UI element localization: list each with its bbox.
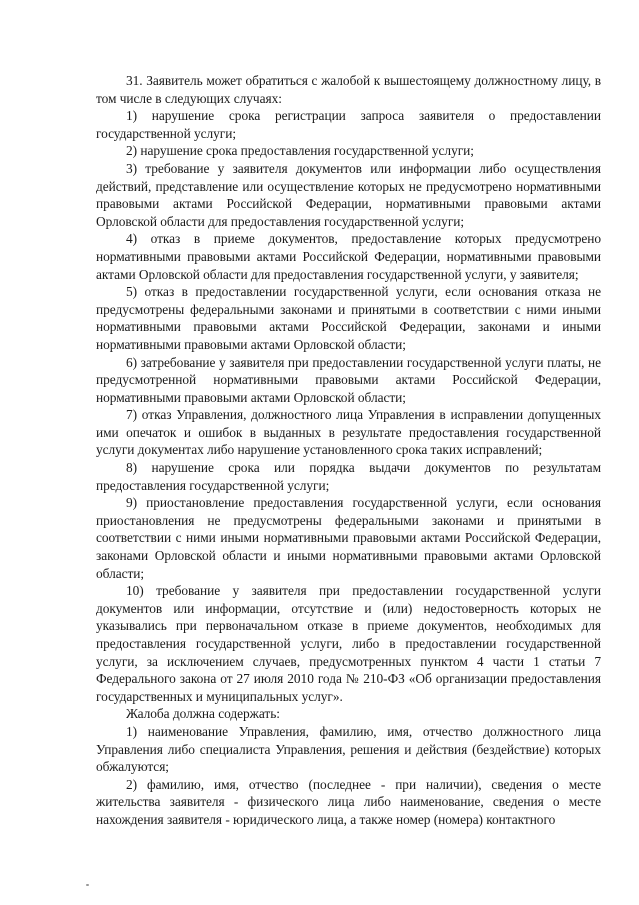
case-4: 4) отказ в приеме документов, предоставление которых предусмотрено нормативными правовыми актами Российской Федерации, нормативными правовыми актами Орловской области для предоставления государственной услуги, у заявителя; xyxy=(96,231,601,282)
contents-item-2: 2) фамилию, имя, отчество (последнее - при наличии), сведения о месте жительства заявителя - физического лица либо наименование, сведения о месте нахождения заявителя - юридического лица, а также номер (номера) контактного xyxy=(96,776,601,827)
case-2: 2) нарушение срока предоставления государственной услуги; xyxy=(126,143,474,159)
case-9: 9) приостановление предоставления государственной услуги, если основания приостановления не предусмотрены федеральными законами и принятыми в соответствии с ними иными нормативными правовыми актами Российской Федерации, законами Орловской области и иными нормативными правовыми актами Орловской области; xyxy=(96,495,601,581)
case-5: 5) отказ в предоставлении государственной услуги, если основания отказа не предусмотрены федеральными законами и принятыми в соответствии с ними иными нормативными правовыми актами Российской Федерации, законами и иными нормативными правовыми актами Орловской области; xyxy=(96,284,601,352)
case-8: 8) нарушение срока или порядка выдачи документов по результатам предоставления государственной услуги; xyxy=(96,460,601,493)
contents-item-1: 1) наименование Управления, фамилию, имя, отчество должностного лица Управления либо специалиста Управления, решения и действия (бездействие) которых обжалуются; xyxy=(96,723,601,775)
case-6: 6) затребование у заявителя при предоставлении государственной услуги платы, не предусмотренной нормативными правовыми актами Российской Федерации, нормативными правовыми актами Орловской области; xyxy=(96,354,601,405)
case-1: 1) нарушение срока регистрации запроса заявителя о предоставлении государственной услуги; xyxy=(96,108,601,141)
scan-speck xyxy=(86,884,89,886)
paragraph-31-intro: 31. Заявитель может обратиться с жалобой к вышестоящему должностному лицу, в том числе в следующих случаях: xyxy=(96,73,601,106)
case-7: 7) отказ Управления, должностного лица Управления в исправлении допущенных ими опечаток и ошибок в выданных в результате предоставления государственной услуги документах либо нарушение установленного срока таких исправлений; xyxy=(96,407,601,458)
case-10: 10) требование у заявителя при предоставлении государственной услуги документов или информации, отсутствие и (или) недостоверность которых не указывались при первоначальном отказе в приеме документов, необходимых для предоставления государственной услуги, либо в предоставлении государственной услуги, за исключением случаев, предусмотренных пунктом 4 части 1 статьи 7 Федерального закона от 27 июля 2010 года № 210-ФЗ «Об организации предоставления государственных и муниципальных услуг». xyxy=(96,583,601,704)
complaint-contents-heading: Жалоба должна содержать: xyxy=(126,706,280,722)
case-3: 3) требование у заявителя документов или информации либо осуществления действий, представление или осуществление которых не предусмотрено нормативными правовыми актами Российской Федерации, нормативными правовыми актами Орловской области для предоставления государственной услуги; xyxy=(96,160,601,229)
